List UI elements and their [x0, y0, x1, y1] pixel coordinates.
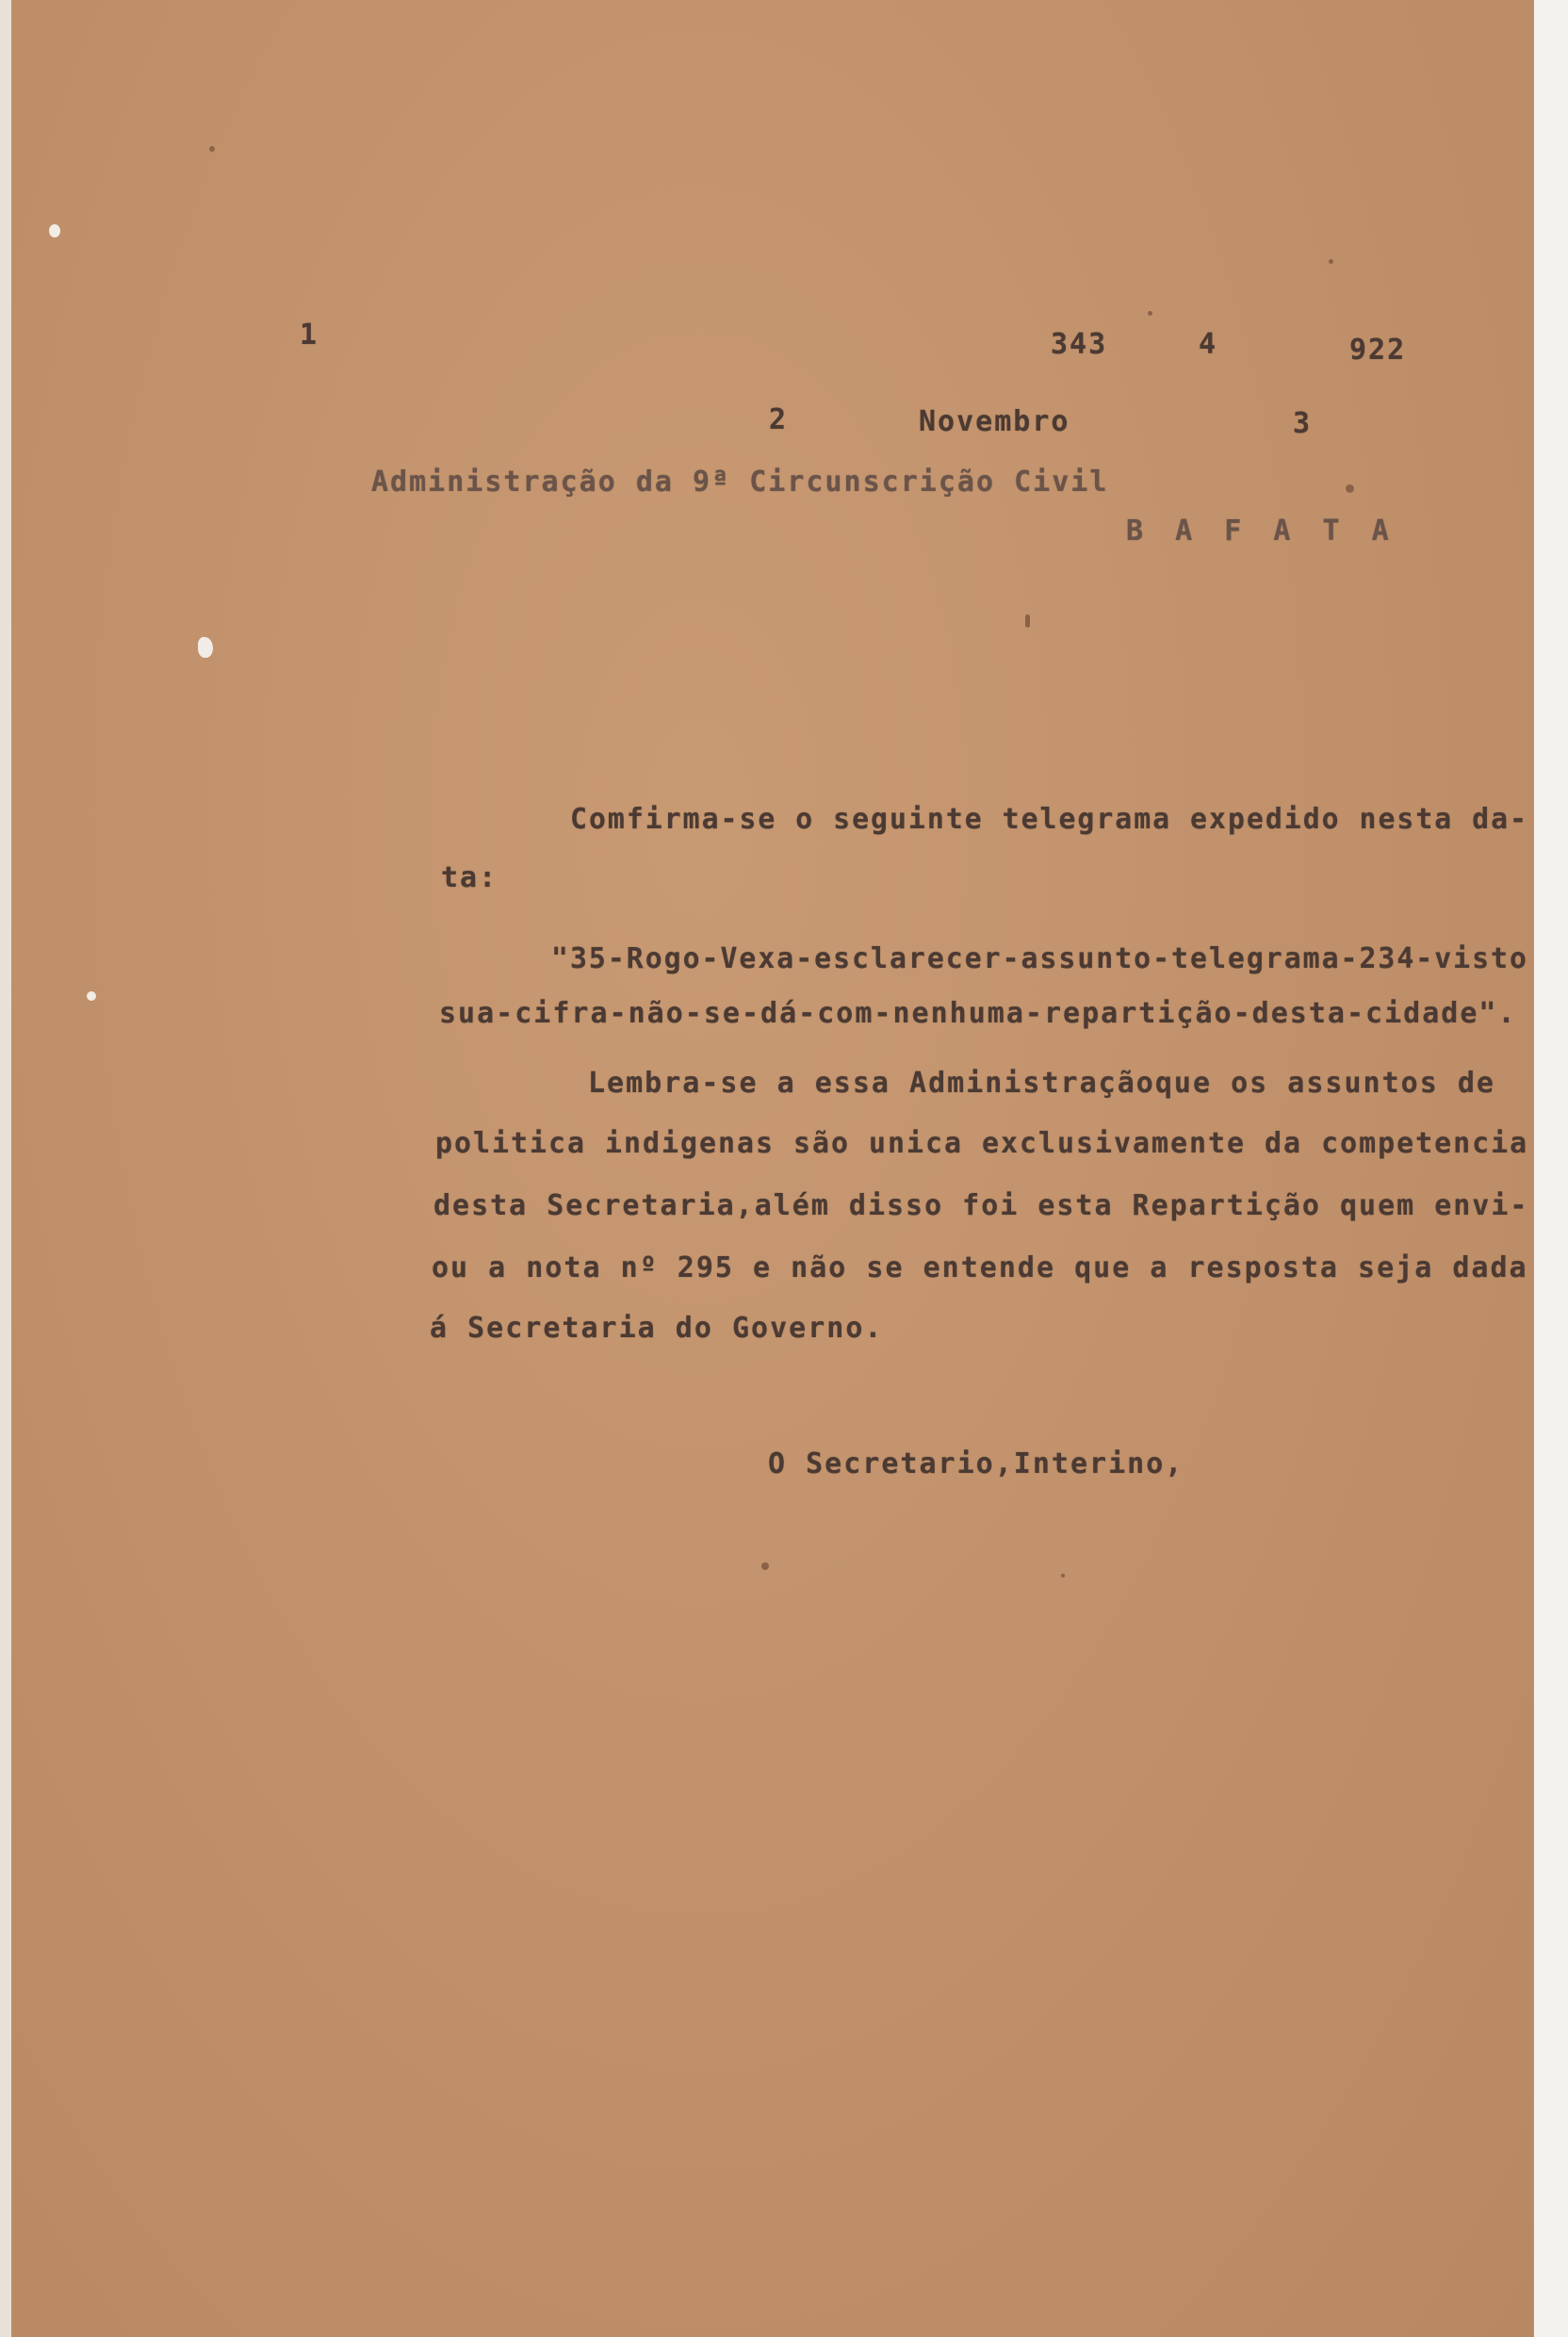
paper-speck — [1346, 484, 1354, 493]
paper-speck — [761, 1562, 769, 1570]
date-day: 2 — [769, 403, 789, 436]
body-line-8: ou a nota nº 295 e não se entende que a resposta seja dada — [432, 1251, 1528, 1284]
paper-speck — [1025, 614, 1030, 628]
paper-speck — [1329, 259, 1333, 264]
paper-speck — [1148, 311, 1152, 316]
location-line: B A F A T A — [1126, 515, 1396, 547]
body-line-9: á Secretaria do Governo. — [430, 1312, 884, 1345]
date-month: Novembro — [919, 405, 1070, 438]
body-line-3: "35-Rogo-Vexa-esclarecer-assunto-telegrama-234-visto — [551, 942, 1528, 975]
body-line-2: ta: — [441, 861, 498, 894]
page-number: 1 — [300, 319, 319, 351]
paper-damage-spot — [87, 991, 96, 1001]
paper-damage-spot — [198, 637, 213, 658]
paper-speck — [1061, 1574, 1065, 1577]
reference-number: 343 — [1051, 328, 1108, 361]
body-line-7: desta Secretaria,além disso foi esta Repartição quem envi- — [433, 1189, 1529, 1222]
body-line-1: Comfirma-se o seguinte telegrama expedido nesta da- — [570, 803, 1529, 836]
reference-year: 922 — [1349, 334, 1407, 367]
date-year: 3 — [1293, 407, 1313, 440]
paper-damage-spot — [49, 224, 60, 237]
scanner-background-right — [1534, 0, 1568, 2337]
reference-month: 4 — [1199, 328, 1218, 361]
body-line-4: sua-cifra-não-se-dá-com-nenhuma-repartição-desta-cidade". — [439, 997, 1517, 1030]
body-line-5: Lembra-se a essa Administraçãoque os assuntos de — [588, 1067, 1495, 1100]
paper-speck — [209, 146, 215, 152]
addressee-line: Administração da 9ª Circunscrição Civil — [371, 466, 1109, 498]
signature-title: O Secretario,Interino, — [768, 1447, 1184, 1480]
body-line-6: politica indigenas são unica exclusivamente da competencia — [435, 1127, 1529, 1160]
paper-sheet — [11, 0, 1542, 2337]
